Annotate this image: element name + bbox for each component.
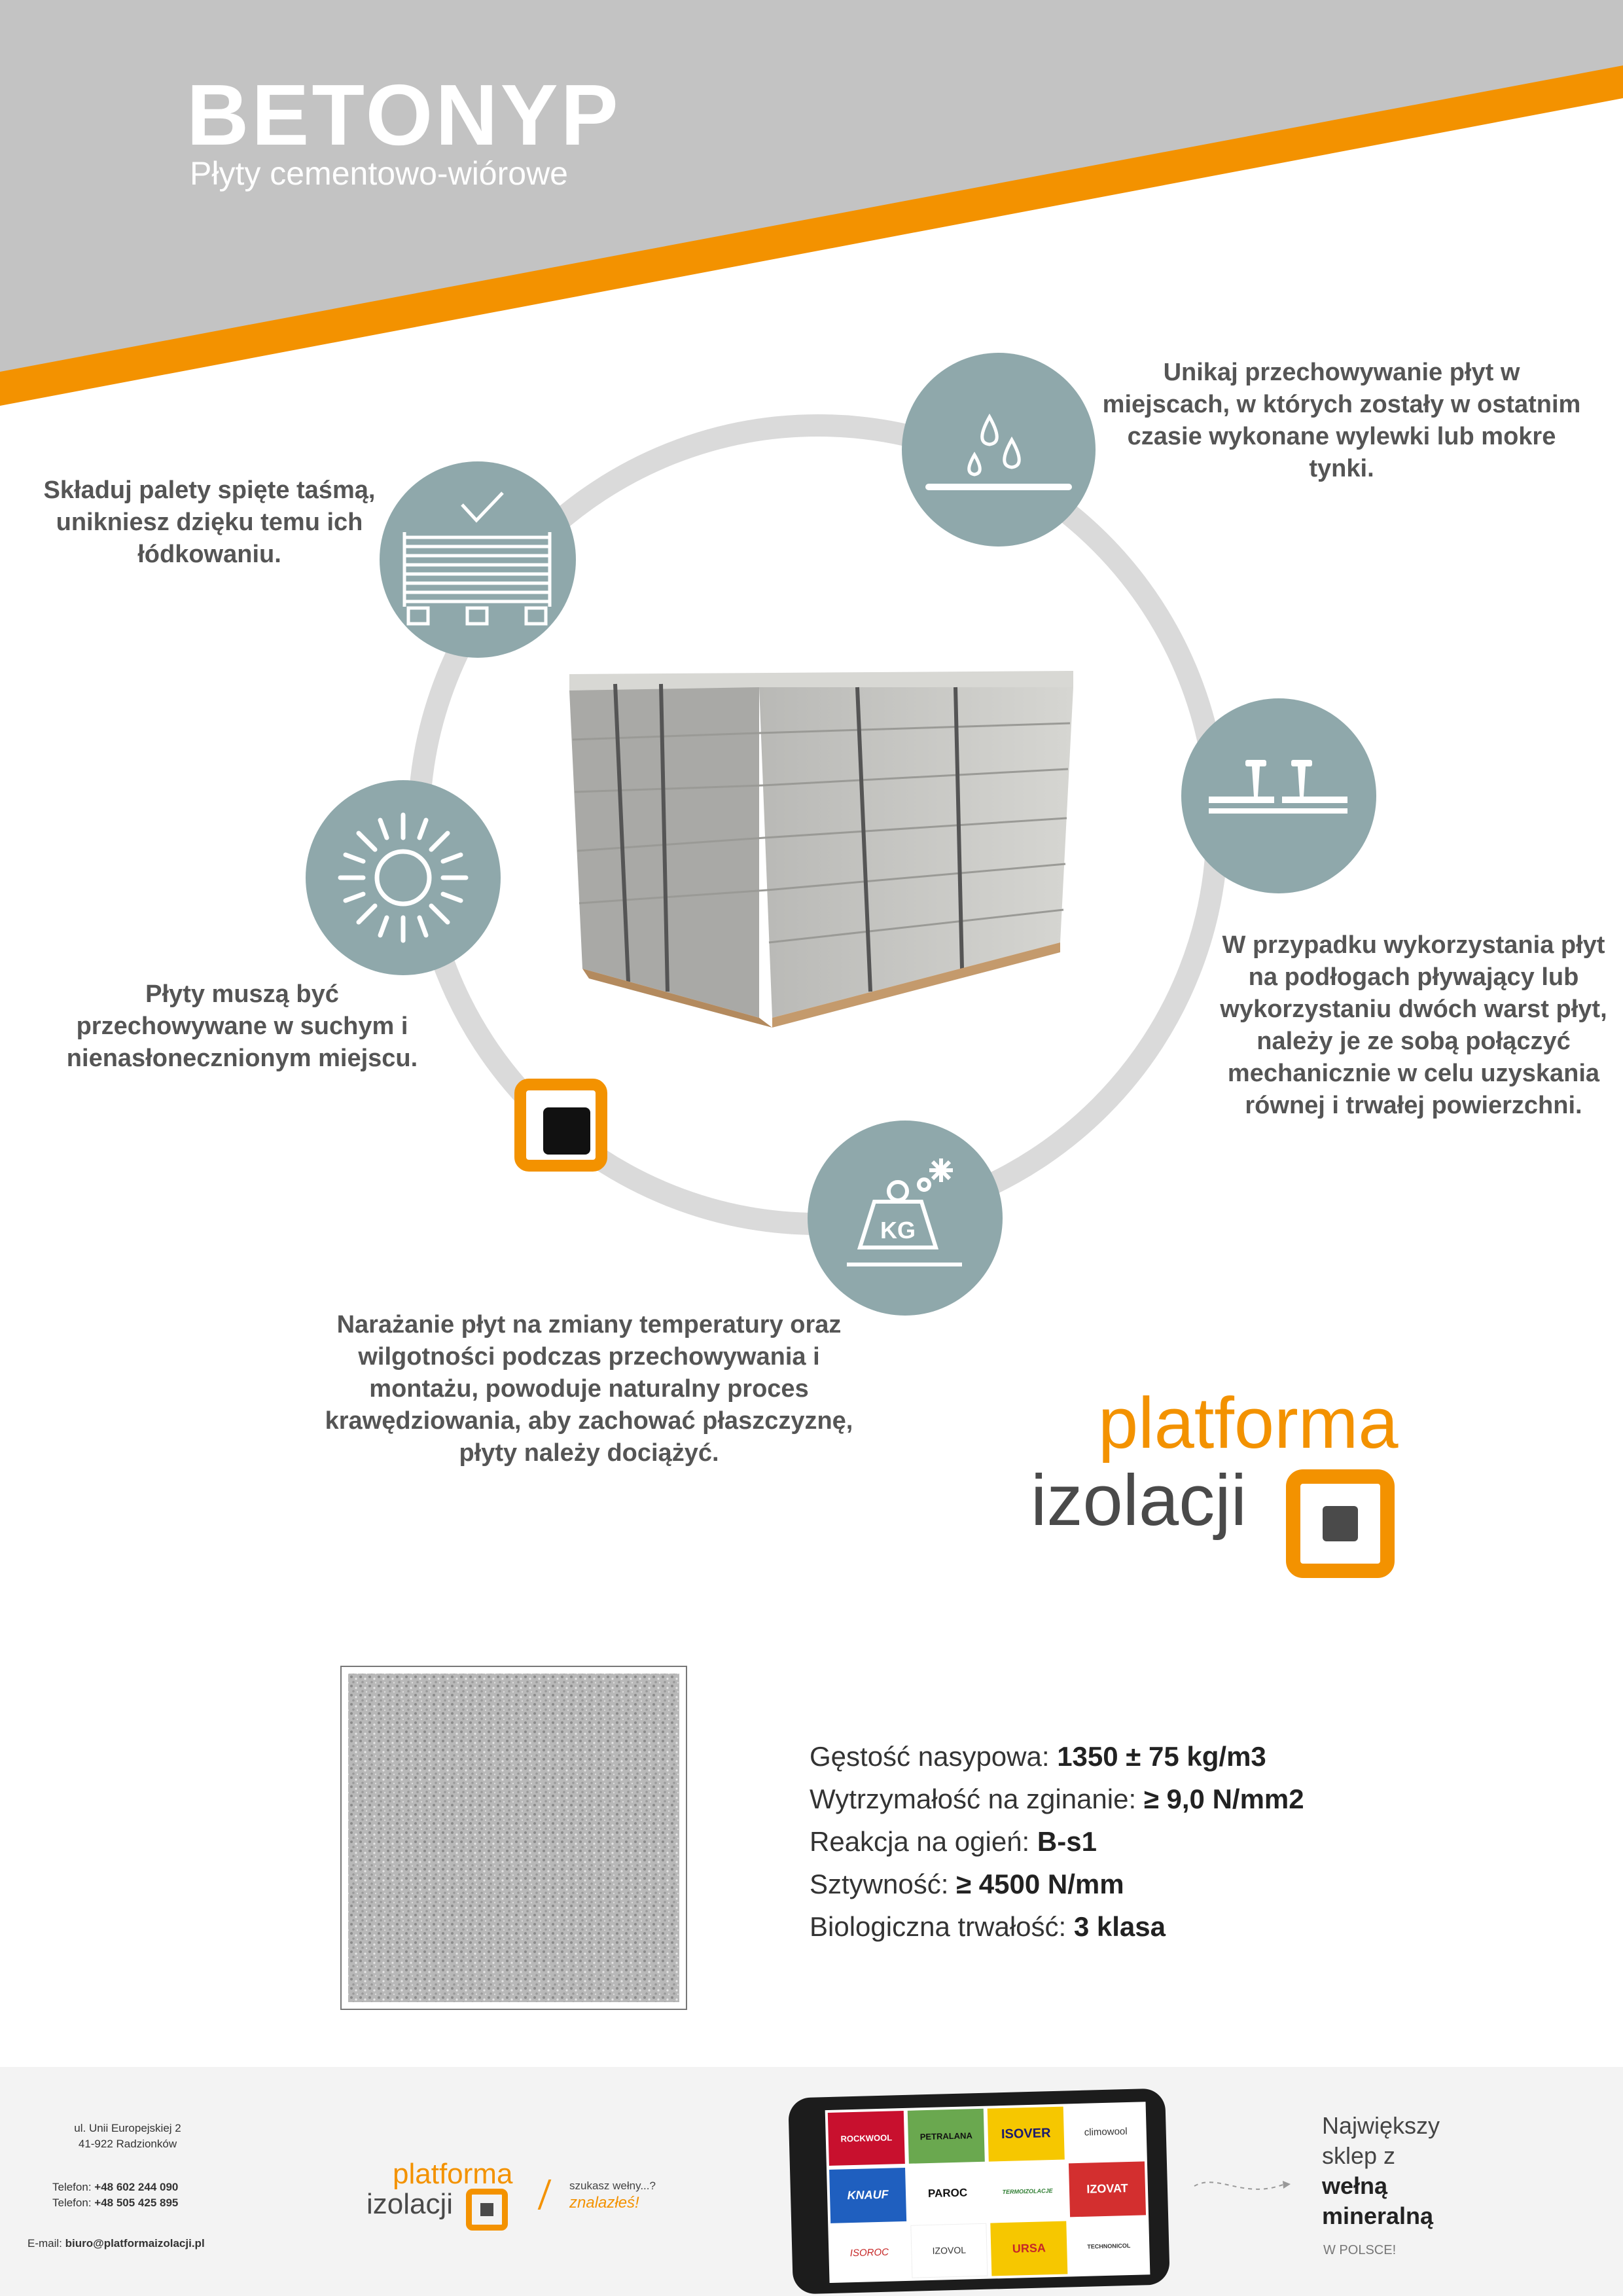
- board-texture-sample: [340, 1666, 687, 2010]
- board-stack-photo: [563, 661, 1080, 1028]
- brand-tile: ISOVER: [988, 2107, 1065, 2162]
- kg-label: KG: [880, 1217, 916, 1244]
- footer-logo-izolacji: izolacji: [366, 2188, 454, 2220]
- phone-mockup: [788, 2089, 1170, 2295]
- brand-tile: IZOVAT: [1069, 2162, 1146, 2217]
- footer-phones: Telefon: +48 602 244 090 Telefon: +48 505 425 895: [52, 2181, 179, 2209]
- brand-tile: IZOVOL: [910, 2223, 988, 2278]
- brand-tile: ISOROC: [830, 2225, 908, 2280]
- brand-tile: PETRALANA: [908, 2109, 985, 2164]
- pallet-check-icon: [378, 460, 577, 659]
- tip-screws: W przypadku wykorzystania płyt na podłogach pływający lub wykorzystaniu dwóch warst płyt, należy je ze sobą połączyć mechanicznie w celu uzyskania równej i trwałej powierzchni.: [1220, 931, 1607, 1119]
- brand-tile: KNAUF: [829, 2168, 906, 2223]
- dashed-arrow-icon: [1191, 2166, 1296, 2206]
- email-link[interactable]: biuro@platformaizolacji.pl: [65, 2237, 205, 2250]
- kg-weight-icon: [806, 1119, 1004, 1317]
- logo-square-icon: [1286, 1469, 1395, 1578]
- orange-square-icon: [514, 1079, 607, 1172]
- tip-moisture: Unikaj przechowywanie płyt w miejscach, w których zostały w ostatnim czasie wykonane wylewki lub mokre tynki.: [1102, 359, 1581, 482]
- tip-sun: Płyty muszą być przechowywane w suchym i nienasłonecznionym miejscu.: [66, 980, 418, 1072]
- water-drops-icon: [901, 351, 1097, 548]
- brand-tile: TERMOIZOLACJE: [989, 2164, 1066, 2219]
- tip-temperature: Narażanie płyt na zmiany temperatury oraz wilgotności podczas przechowywania i montażu, powoduje naturalny proces krawędziowania, aby zachować płaszczyznę, płyty należy dociążyć.: [325, 1311, 853, 1467]
- footer-slogan-1: szukasz wełny...?: [569, 2179, 656, 2192]
- spec-biological-durability: Biologiczna trwałość: 3 klasa: [810, 1911, 1166, 1942]
- spec-bending-strength: Wytrzymałość na zginanie: ≥ 9,0 N/mm2: [810, 1784, 1304, 1814]
- footer-address: ul. Unii Europejskiej 2 41-922 Radzionków: [74, 2122, 181, 2150]
- phone-link-1[interactable]: +48 602 244 090: [94, 2181, 179, 2193]
- footer-email: E-mail: biuro@platformaizolacji.pl: [27, 2237, 205, 2250]
- tip-pallets: Składuj palety spięte taśmą, unikniesz dzięku temu ich łódkowaniu.: [43, 476, 376, 568]
- spec-list: [810, 1735, 1304, 1948]
- spec-stiffness: Sztywność: ≥ 4500 N/mm: [810, 1869, 1124, 1899]
- brand-grid: [825, 2102, 1150, 2283]
- footer-slogan-2: znalazłeś!: [569, 2194, 639, 2212]
- screws-icon: [1180, 697, 1378, 895]
- spec-density: Gęstość nasypowa: 1350 ± 75 kg/m3: [810, 1741, 1266, 1772]
- page-title: BETONYP: [187, 67, 621, 163]
- footer-logo-platforma: platforma: [393, 2158, 513, 2190]
- logo-word-platforma: platforma: [1098, 1383, 1399, 1463]
- spec-fire-reaction: Reakcja na ogień: B-s1: [810, 1826, 1097, 1857]
- footer-logo-square-icon: [466, 2189, 508, 2231]
- sun-icon: [304, 779, 502, 977]
- footer-promo: Największy sklep z wełną mineralną W POLSCE!: [1322, 2112, 1440, 2257]
- phone-link-2[interactable]: +48 505 425 895: [94, 2197, 179, 2209]
- brand-tile: PAROC: [909, 2166, 986, 2221]
- brand-tile: ROCKWOOL: [828, 2111, 905, 2166]
- brand-tile: TECHNONICOL: [1070, 2219, 1147, 2274]
- brand-tile: URSA: [990, 2221, 1067, 2276]
- page-subtitle: Płyty cementowo-wiórowe: [190, 155, 568, 192]
- brand-tile: climowool: [1067, 2104, 1145, 2159]
- logo-word-izolacji: izolacji: [1031, 1460, 1247, 1541]
